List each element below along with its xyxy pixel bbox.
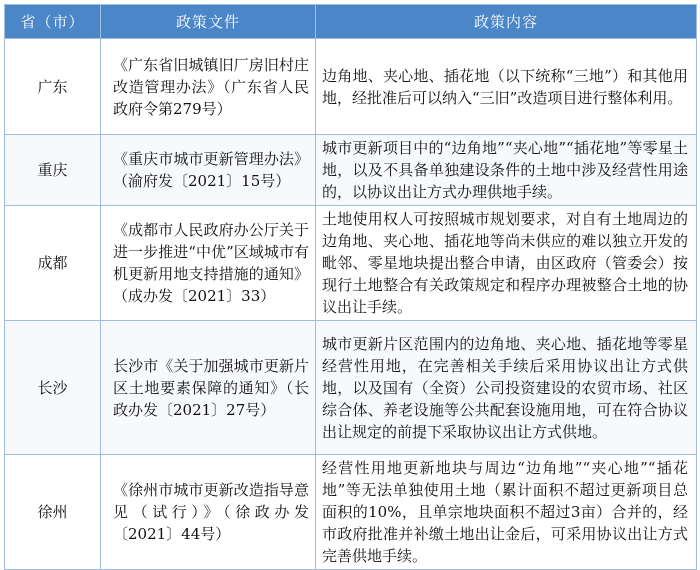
content-cell: 经营性用地更新地块与周边“边角地”“夹心地”“插花地”等无法单独使用土地（累计面积不超过更新项目总面积的10%，且单宗地块面积不超过3亩）合并的，经市政府批准并补缴土地出让金后，可采用协议出让方式完善供地手续。 [316, 455, 697, 570]
table-row [5, 135, 697, 206]
province-cell: 重庆 [5, 135, 101, 206]
document-cell: 《成都市人民政府办公厅关于进一步推进“中优”区域城市有机更新用地支持措施的通知》（成办发〔2021〕33） [101, 206, 316, 321]
table-row [5, 39, 697, 135]
document-cell: 《广东省旧城镇旧厂房旧村庄改造管理办法》（广东省人民政府令第279号） [101, 39, 316, 135]
province-cell: 成都 [5, 206, 101, 321]
document-cell: 《徐州市城市更新改造指导意见（试行）》（徐政办发〔2021〕44号） [101, 455, 316, 570]
province-cell: 广东 [5, 39, 101, 135]
header-province: 省（市） [5, 5, 101, 39]
content-cell: 土地使用权人可按照城市规划要求，对自有土地周边的边角地、夹心地、插花地等尚未供应的难以独立开发的毗邻、零星地块提出整合申请，由区政府（管委会）按现行土地整合有关政策规定和程序办理被整合土地的协议出让手续。 [316, 206, 697, 321]
content-cell: 城市更新片区范围内的边角地、夹心地、插花地等零星经营性用地，在完善相关手续后采用协议出让方式供地，以及国有（全资）公司投资建设的农贸市场、社区综合体、养老设施等公共配套设施用地，可在符合协议出让规定的前提下采取协议出让方式供地。 [316, 321, 697, 455]
content-cell: 城市更新项目中的“边角地”“夹心地”“插花地”等零星土地，以及不具备单独建设条件的土地中涉及经营性用途的，以协议出让方式办理供地手续。 [316, 135, 697, 206]
province-cell: 长沙 [5, 321, 101, 455]
table-row [5, 455, 697, 570]
table-header-row [5, 5, 697, 39]
province-cell: 徐州 [5, 455, 101, 570]
content-cell: 边角地、夹心地、插花地（以下统称“三地”）和其他用地，经批准后可以纳入“三旧”改造项目进行整体利用。 [316, 39, 697, 135]
header-policy-document: 政策文件 [101, 5, 316, 39]
document-cell: 《重庆市城市更新管理办法》（渝府发〔2021〕15号） [101, 135, 316, 206]
header-policy-content: 政策内容 [316, 5, 697, 39]
table-row [5, 206, 697, 321]
policy-table-container [4, 4, 696, 570]
policy-table [4, 4, 697, 570]
document-cell: 长沙市《关于加强城市更新片区土地要素保障的通知》（长政办发〔2021〕27号） [101, 321, 316, 455]
table-row [5, 321, 697, 455]
